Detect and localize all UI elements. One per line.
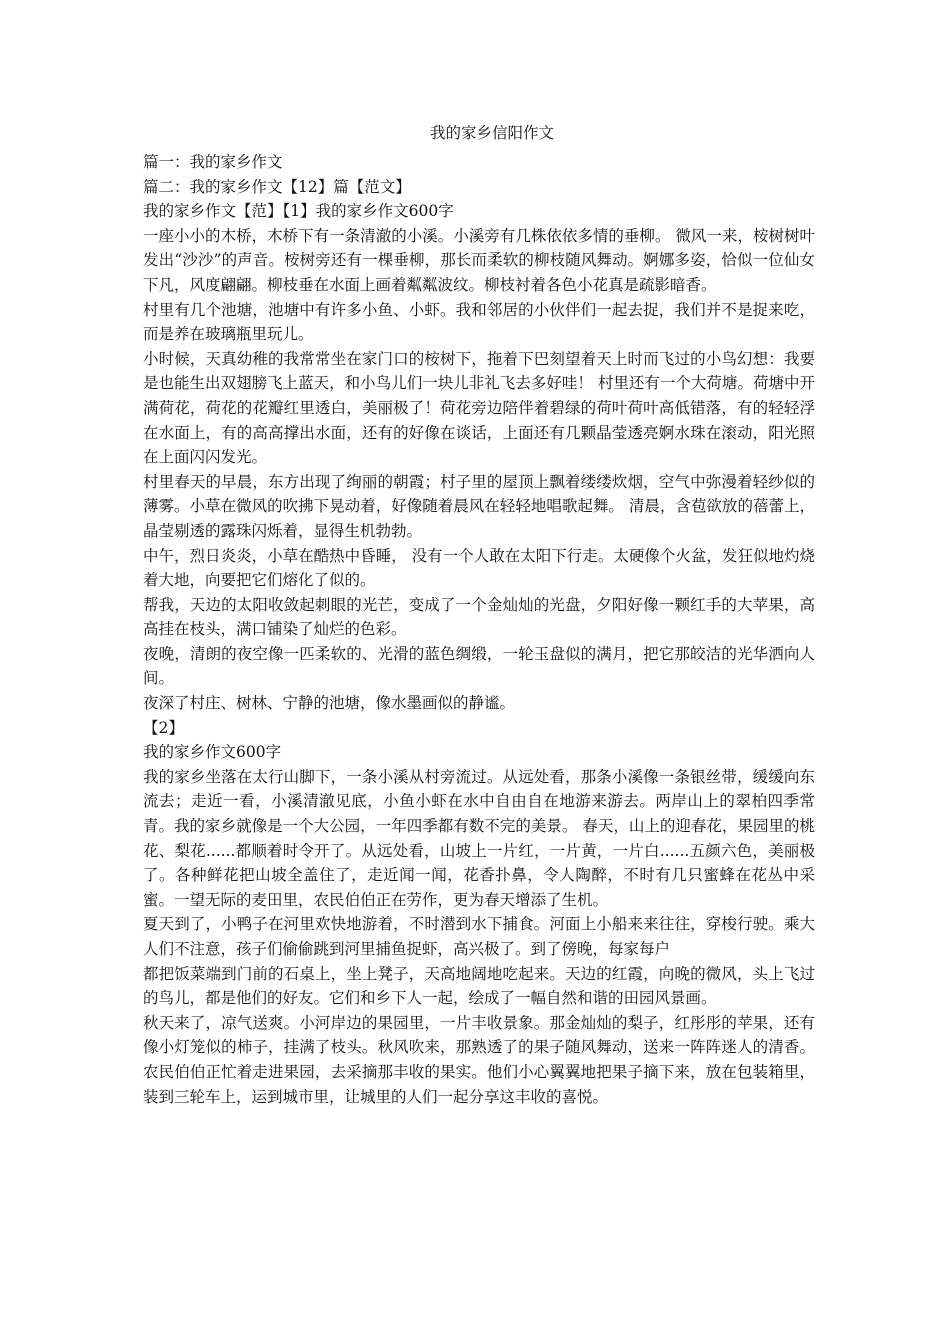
paragraph: 村里春天的早晨，东方出现了绚丽的朝霞；村子里的屋顶上飘着缕缕炊烟，空气中弥漫着轻纱似的薄雾。小草在微风的吹拂下晃动着，好像随着晨风在轻轻地唱歌起舞。 清晨，含苞欲放的蓓蕾上，晶莹剔透的露珠闪烁着，显得生机勃勃。 xyxy=(143,472,815,540)
paragraph: 中午，烈日炎炎，小草在酷热中昏睡， 没有一个人敢在太阳下行走。太硬像个火盆，发狂似地灼烧着大地，向要把它们熔化了似的。 xyxy=(143,546,815,590)
document-body xyxy=(143,121,815,1109)
paragraph: 夜深了村庄、树林、宁静的池塘，像水墨画似的静谧。 xyxy=(143,694,516,713)
section-heading-1: 篇一：我的家乡作文 xyxy=(143,153,283,171)
paragraph: 夜晚，清朗的夜空像一匹柔软的、光滑的蓝色绸缎，一轮玉盘似的满月，把它那皎洁的光华洒向人间。 xyxy=(143,644,815,688)
paragraph: 小时候，天真幼稚的我常常坐在家门口的桉树下，拖着下巴刻望着天上时而飞过的小鸟幻想：我要是也能生出双翅膀飞上蓝天，和小鸟儿们一块儿非礼飞去多好哇！ 村里还有一个大荷塘。荷塘中开满荷花，荷花的花瓣红里透白，美丽极了！荷花旁边陪伴着碧绿的荷叶荷叶高低错落，有的轻轻浮在水面上，有的高高撑出水面，还有的好像在谈话，上面还有几颗晶莹透亮婀水珠在滚动，阳光照在上面闪闪发光。 xyxy=(143,349,815,467)
paragraph: 夏天到了，小鸭子在河里欢快地游着，不时潜到水下捕食。河面上小船来来往往，穿梭行驶。乘大人们不注意，孩子们偷偷跳到河里捕鱼捉虾，高兴极了。到了傍晚，每家每户 xyxy=(143,915,815,958)
essay-heading-2: 我的家乡作文600字 xyxy=(143,743,282,762)
paragraph: 帮我，天边的太阳收敛起刺眼的光芒，变成了一个金灿灿的光盘，夕阳好像一颗红手的大苹果，高高挂在枝头，满口铺染了灿烂的色彩。 xyxy=(143,595,815,639)
paragraph: 我的家乡坐落在太行山脚下，一条小溪从村旁流过。从远处看，那条小溪像一条银丝带，缓缓向东流去；走近一看，小溪清澈见底，小鱼小虾在水中自由自在地游来游去。两岸山上的翠柏四季常青。我的家乡就像是一个大公园，一年四季都有数不完的美景。 春天，山上的迎春花，果园里的桃花、梨花......都顺着时令开了。从远处看，山坡上一片红，一片黄，一片白......五颜六色，美丽极了。各种鲜花把山坡全盖住了，走近闻一闻，花香扑鼻，令人陶醉，不时有几只蜜蜂在花丛中采蜜。一望无际的麦田里，农民伯伯正在劳作，更为春天增添了生机。 xyxy=(143,767,815,909)
document-title: 我的家乡信阳作文 xyxy=(429,124,554,142)
paragraph: 秋天来了，凉气送爽。小河岸边的果园里，一片丰收景象。那金灿灿的梨子，红彤彤的苹果，还有像小灯笼似的柿子，挂满了枝头。秋风吹来，那熟透了的果子随风舞动，送来一阵阵迷人的清香。农民伯伯正忙着走进果园，去采摘那丰收的果实。他们小心翼翼地把果子摘下来，放在包装箱里，装到三轮车上，运到城市里，让城里的人们一起分享这丰收的喜悦。 xyxy=(143,1013,815,1106)
essay-heading-1: 我的家乡作文【范】【1】我的家乡作文600字 xyxy=(143,202,454,221)
paragraph: 村里有几个池塘，池塘中有许多小鱼、小虾。我和邻居的小伙伴们一起去捉，我们并不是捉来吃，而是养在玻璃瓶里玩儿。 xyxy=(143,300,815,344)
essay-number-heading: 【2】 xyxy=(143,718,184,737)
section-heading-2: 篇二：我的家乡作文【12】篇【范文】 xyxy=(143,177,411,196)
paragraph: 一座小小的木桥，木桥下有一条清澈的小溪。小溪旁有几株依依多情的垂柳。 微风一来，桉树树叶发出“沙沙”的声音。桉树旁还有一棵垂柳，那长而柔软的柳枝随风舞动。婀娜多姿，恰似一位仙女下凡，风度翩翩。柳枝垂在水面上画着粼粼波纹。柳枝衬着各色小花真是疏影暗香。 xyxy=(143,226,815,294)
paragraph: 都把饭菜端到门前的石桌上，坐上凳子，天高地阔地吃起来。天边的红霞，向晚的微风，头上飞过的鸟儿，都是他们的好友。它们和乡下人一起，绘成了一幅自然和谐的田园风景画。 xyxy=(143,964,815,1008)
